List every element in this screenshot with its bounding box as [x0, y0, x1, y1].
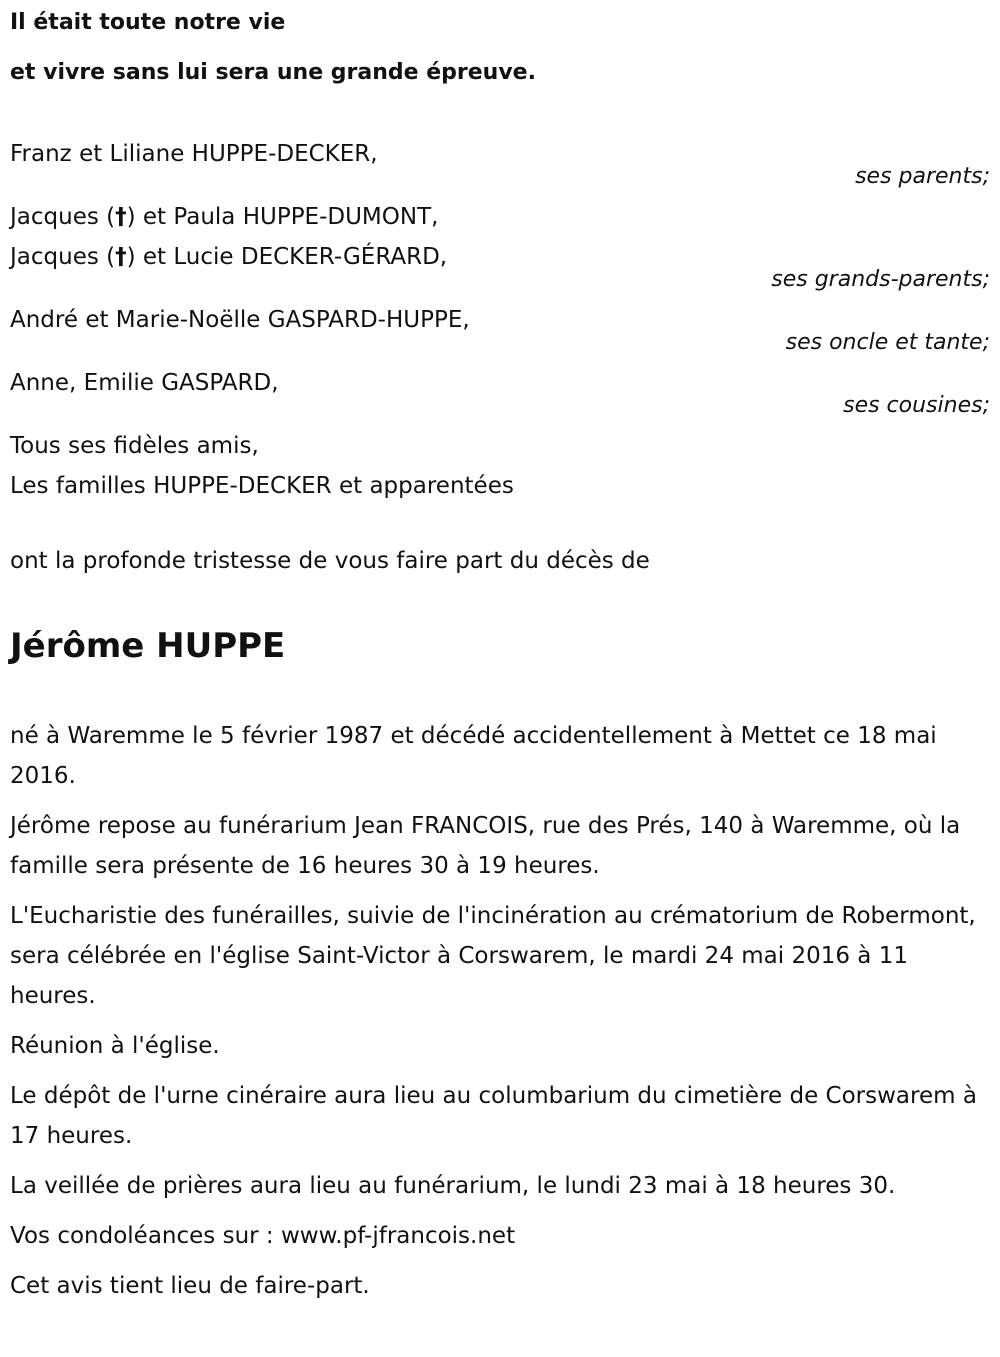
announcement-intro: ont la profonde tristesse de vous faire part du décès de	[10, 548, 650, 574]
uncle-aunt-names: André et Marie-Noëlle GASPARD-HUPPE,	[10, 307, 470, 333]
cross-icon: †	[115, 204, 127, 230]
paragraph-condolences: Vos condoléances sur : www.pf-jfrancois.net	[10, 1223, 516, 1249]
uncle-aunt-role: ses oncle et tante;	[785, 330, 990, 355]
paragraph-urn: Le dépôt de l'urne cinéraire aura lieu au columbarium du cimetière de Corswarem à 17 heures.	[10, 1083, 977, 1149]
paragraph-funeral-mass: L'Eucharistie des funérailles, suivie de l'incinération au crématorium de Robermont, sera célébrée en l'église Saint-Victor à Corswarem, le mardi 24 mai 2016 à 11 heures.	[10, 903, 976, 1009]
grandparents-line-2: Jacques (†) et Lucie DECKER-GÉRARD,	[10, 244, 448, 270]
paragraph-vigil: La veillée de prières aura lieu au funérarium, le lundi 23 mai à 18 heures 30.	[10, 1173, 896, 1199]
deceased-name: Jérôme HUPPE	[10, 626, 286, 666]
grandparents-line-1: Jacques (†) et Paula HUPPE-DUMONT,	[10, 204, 439, 230]
cross-icon: †	[115, 244, 127, 270]
paragraph-notice: Cet avis tient lieu de faire-part.	[10, 1273, 370, 1299]
epitaph-line-1: Il était toute notre vie	[10, 10, 286, 35]
cousins-names: Anne, Emilie GASPARD,	[10, 370, 279, 396]
paragraph-meeting: Réunion à l'église.	[10, 1033, 220, 1059]
paragraph-funerarium: Jérôme repose au funérarium Jean FRANCOIS, rue des Prés, 140 à Waremme, où la famille sera présente de 16 heures 30 à 19 heures.	[10, 813, 961, 879]
friends-line: Tous ses fidèles amis,	[10, 433, 259, 459]
families-line: Les familles HUPPE-DECKER et apparentées	[10, 473, 514, 499]
grandparents-role: ses grands-parents;	[771, 267, 990, 292]
epitaph-line-2: et vivre sans lui sera une grande épreuve.	[10, 60, 536, 85]
notice-body	[10, 716, 990, 1316]
parents-role: ses parents;	[855, 164, 990, 189]
parents-names: Franz et Liliane HUPPE-DECKER,	[10, 141, 378, 167]
paragraph-birth-death: né à Waremme le 5 février 1987 et décédé accidentellement à Mettet ce 18 mai 2016.	[10, 723, 937, 789]
cousins-role: ses cousines;	[843, 393, 990, 418]
